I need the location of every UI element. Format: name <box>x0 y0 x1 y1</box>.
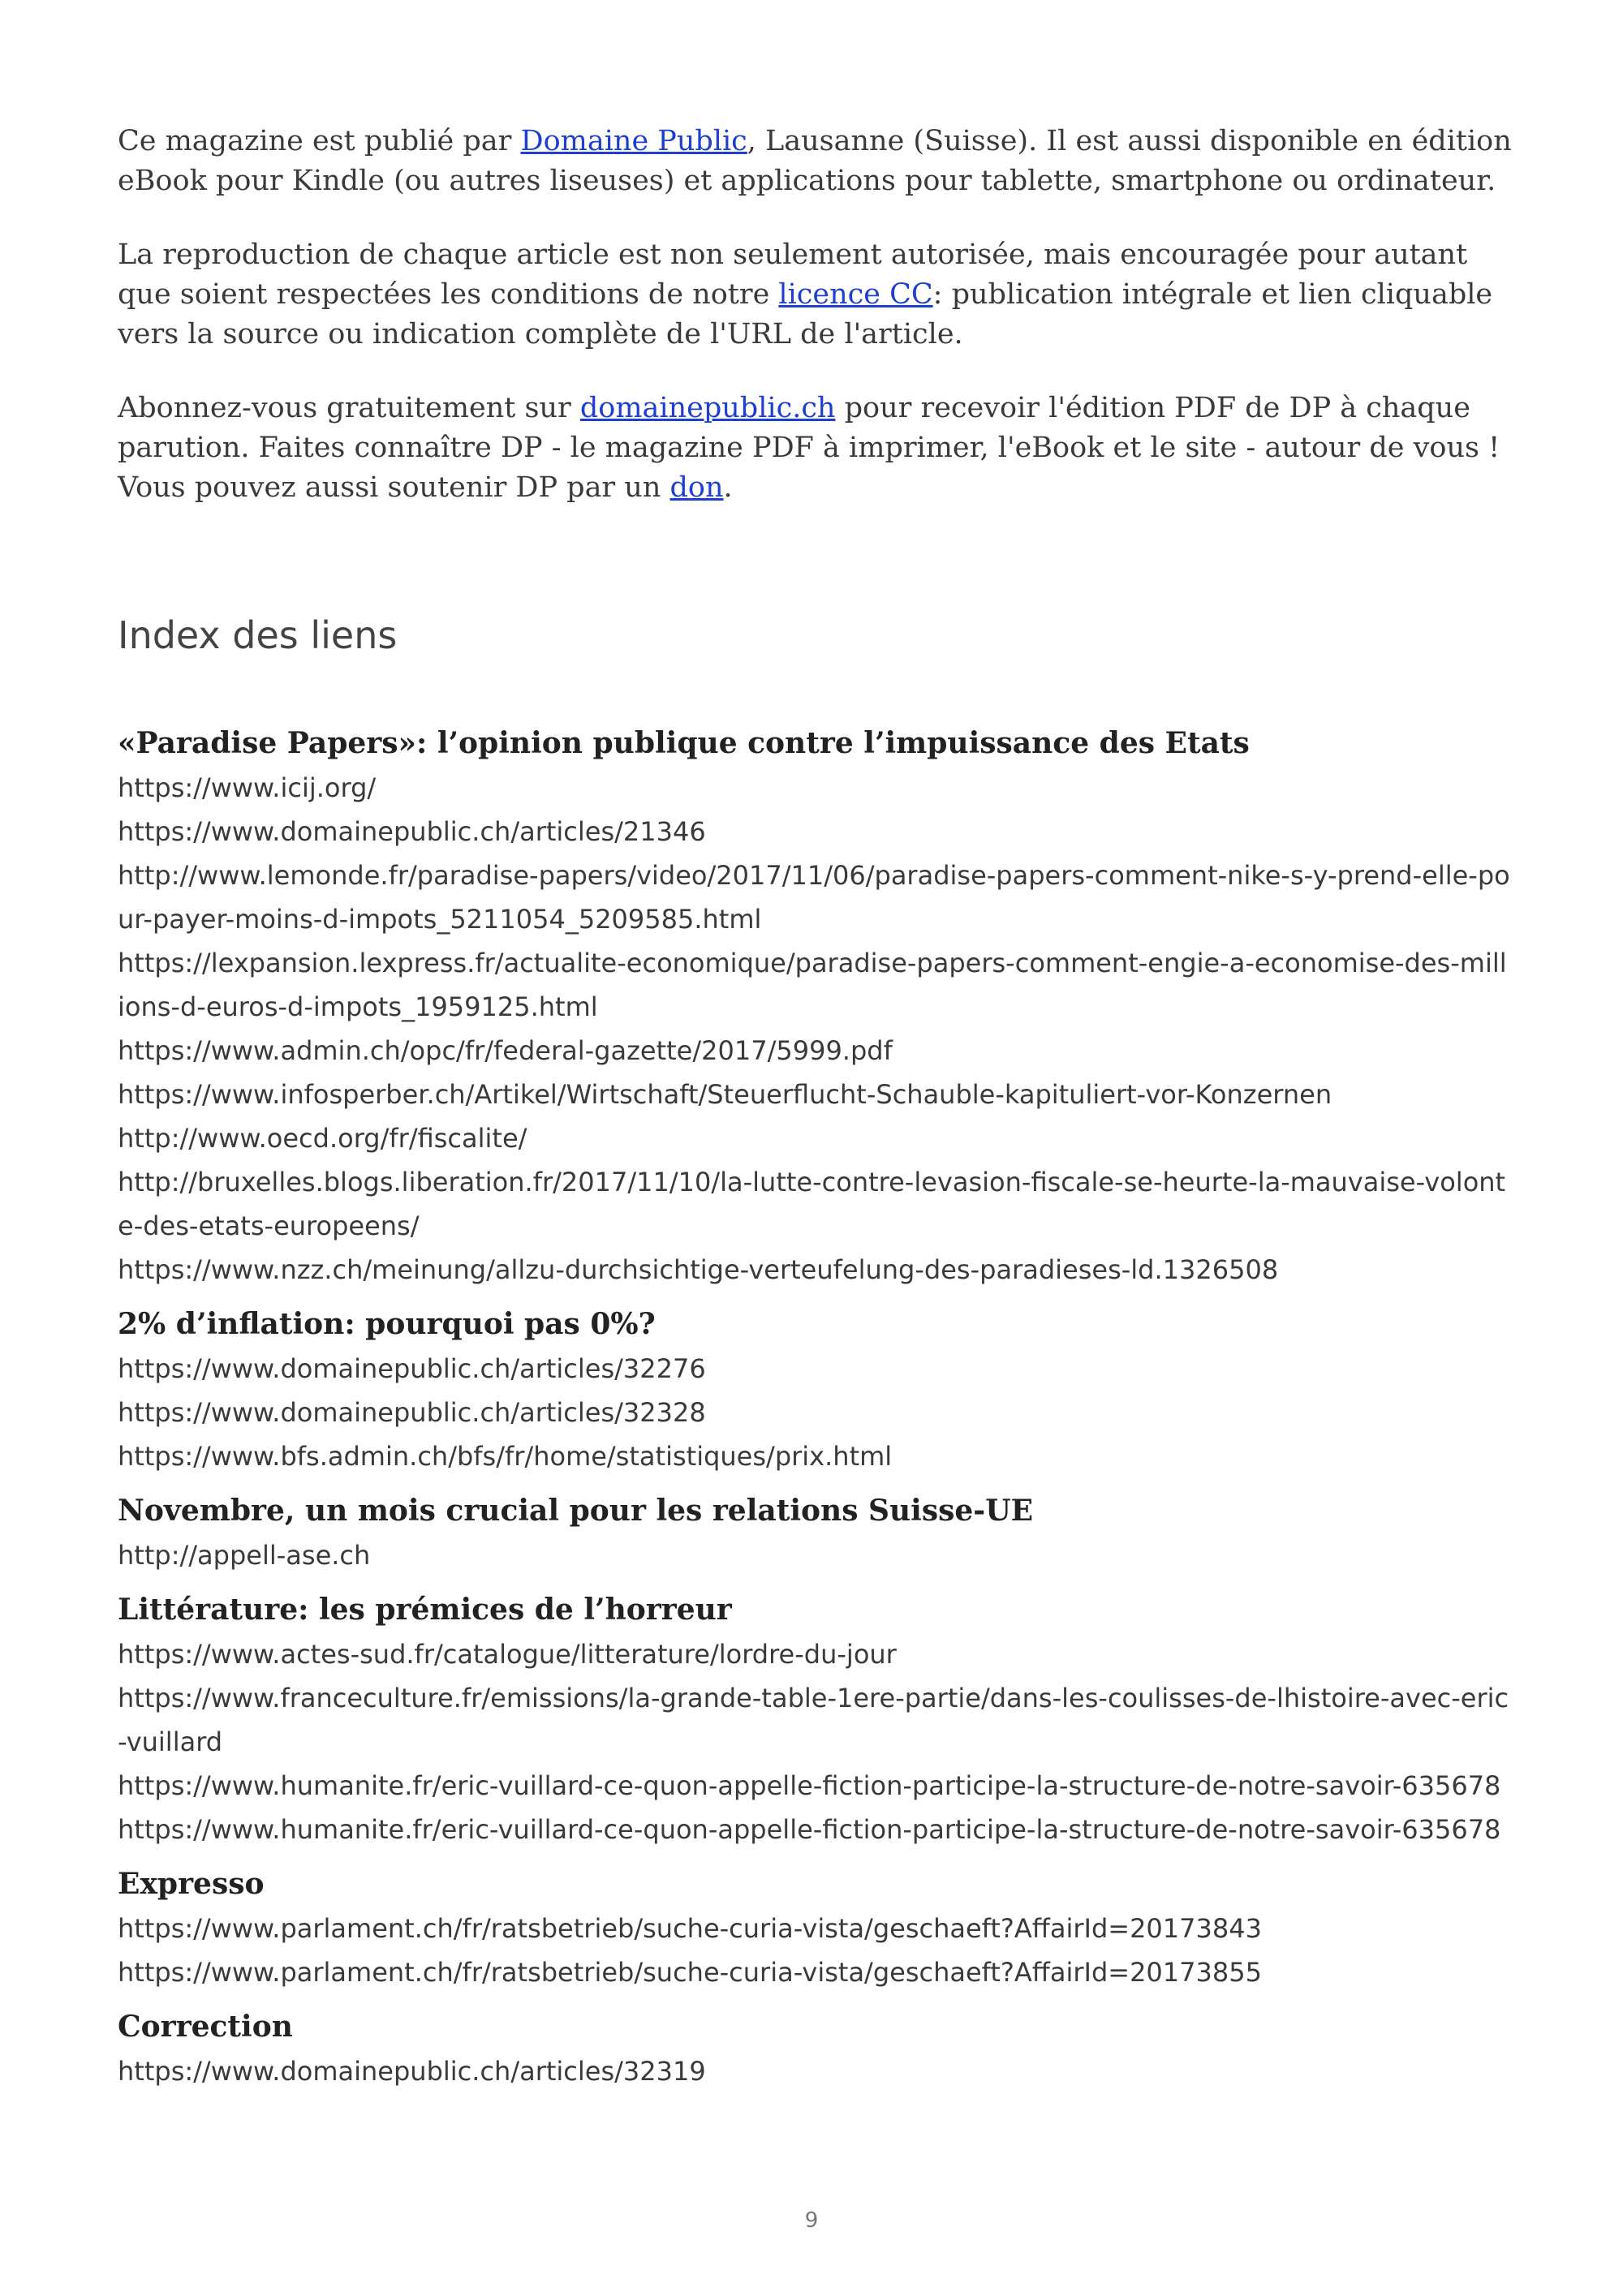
section-title: Novembre, un mois crucial pour les relations Suisse-UE <box>118 1494 1034 1528</box>
intro-text: . <box>723 471 733 504</box>
index-title: Index des liens <box>118 613 398 657</box>
intro-text: Abonnez-vous gratuitement sur <box>118 392 580 424</box>
link-url[interactable]: http://appell-ase.ch <box>118 1540 371 1571</box>
link-url[interactable]: http://www.lemonde.fr/paradise-papers/video/2017/11/06/paradise-papers-comment-nike-s-y-prend-elle-pour-payer-moins-d-impots_5211054_5209585.html <box>118 860 1510 935</box>
link-list <box>118 1347 1513 1478</box>
link-url[interactable]: https://www.parlament.ch/fr/ratsbetrieb/suche-curia-vista/geschaeft?AffairId=20173843 <box>118 1913 1262 1944</box>
section-title: Expresso <box>118 1867 265 1901</box>
link-url[interactable]: https://lexpansion.lexpress.fr/actualite-economique/paradise-papers-comment-engie-a-economise-des-millions-d-euros-d-impots_1959125.html <box>118 948 1507 1022</box>
licence-cc-link[interactable]: licence CC <box>778 278 933 311</box>
link-url[interactable]: https://www.bfs.admin.ch/bfs/fr/home/statistiques/prix.html <box>118 1441 893 1472</box>
link-list <box>118 1533 1513 1577</box>
document-page <box>118 122 1513 2103</box>
link-section <box>118 720 1513 1292</box>
page-number: 9 <box>804 2208 819 2233</box>
link-url[interactable]: https://www.domainepublic.ch/articles/32319 <box>118 2056 706 2087</box>
link-url[interactable]: https://www.admin.ch/opc/fr/federal-gazette/2017/5999.pdf <box>118 1035 893 1066</box>
section-title: Correction <box>118 2010 293 2044</box>
intro-paragraph-license <box>118 235 1513 355</box>
intro-text: pour recevoir l'édition PDF de DP à chaque parution. Faites connaître DP - le magazine PDF à imprimer, l'eBook et le site - autour de vous ! Vous pouvez aussi soutenir DP par un <box>118 392 1500 504</box>
section-title: 2% d’inflation: pourquoi pas 0%? <box>118 1307 656 1341</box>
link-url[interactable]: https://www.domainepublic.ch/articles/32328 <box>118 1397 706 1428</box>
link-index <box>118 720 1513 2093</box>
link-section <box>118 1861 1513 1994</box>
intro-paragraph-subscribe <box>118 389 1513 508</box>
domaine-public-link[interactable]: Domaine Public <box>520 125 747 157</box>
link-list <box>118 2049 1513 2093</box>
link-url[interactable]: https://www.humanite.fr/eric-vuillard-ce-quon-appelle-fiction-participe-la-structure-de-notre-savoir-635678 <box>118 1770 1501 1801</box>
link-list <box>118 766 1513 1292</box>
section-title: Littérature: les prémices de l’horreur <box>118 1593 732 1627</box>
link-url[interactable]: https://www.domainepublic.ch/articles/32276 <box>118 1353 706 1384</box>
link-url[interactable]: https://www.humanite.fr/eric-vuillard-ce-quon-appelle-fiction-participe-la-structure-de-notre-savoir-635678 <box>118 1814 1501 1845</box>
link-url[interactable]: https://www.nzz.ch/meinung/allzu-durchsichtige-verteufelung-des-paradieses-ld.1326508 <box>118 1254 1279 1285</box>
link-url[interactable]: https://www.actes-sud.fr/catalogue/litterature/lordre-du-jour <box>118 1639 897 1670</box>
link-section <box>118 2004 1513 2093</box>
link-section <box>118 1488 1513 1577</box>
link-url[interactable]: https://www.infosperber.ch/Artikel/Wirtschaft/Steuerflucht-Schauble-kapituliert-vor-Konzernen <box>118 1079 1332 1110</box>
link-section <box>118 1301 1513 1478</box>
link-list <box>118 1907 1513 1994</box>
intro-text: La reproduction de chaque article est non seulement autorisée, mais encouragée pour autant que soient respectées les conditions de notre <box>118 239 1468 311</box>
intro-text: , Lausanne (Suisse). Il est aussi disponible en édition eBook pour Kindle (ou autres liseuses) et applications pour tablette, smartphone ou ordinateur. <box>118 125 1512 197</box>
link-list <box>118 1632 1513 1851</box>
intro-text: Ce magazine est publié par <box>118 125 521 157</box>
link-url[interactable]: https://www.parlament.ch/fr/ratsbetrieb/suche-curia-vista/geschaeft?AffairId=20173855 <box>118 1957 1262 1988</box>
intro-text: : publication intégrale et lien cliquable vers la source ou indication complète de l'URL de l'article. <box>118 278 1493 350</box>
section-title: «Paradise Papers»: l’opinion publique contre l’impuissance des Etats <box>118 726 1250 760</box>
link-section <box>118 1587 1513 1851</box>
domainepublic-site-link[interactable]: domainepublic.ch <box>579 392 836 424</box>
link-url[interactable]: http://bruxelles.blogs.liberation.fr/2017/11/10/la-lutte-contre-levasion-fiscale-se-heurte-la-mauvaise-volonte-des-etats-europeens/ <box>118 1167 1506 1241</box>
link-url[interactable]: https://www.franceculture.fr/emissions/la-grande-table-1ere-partie/dans-les-coulisses-de-lhistoire-avec-eric-vuillard <box>118 1683 1509 1757</box>
donation-link[interactable]: don <box>669 471 724 504</box>
link-url[interactable]: https://www.domainepublic.ch/articles/21346 <box>118 816 706 847</box>
intro-paragraph-publisher <box>118 122 1513 201</box>
link-url[interactable]: http://www.oecd.org/fr/fiscalite/ <box>118 1123 527 1154</box>
link-url[interactable]: https://www.icij.org/ <box>118 772 377 803</box>
